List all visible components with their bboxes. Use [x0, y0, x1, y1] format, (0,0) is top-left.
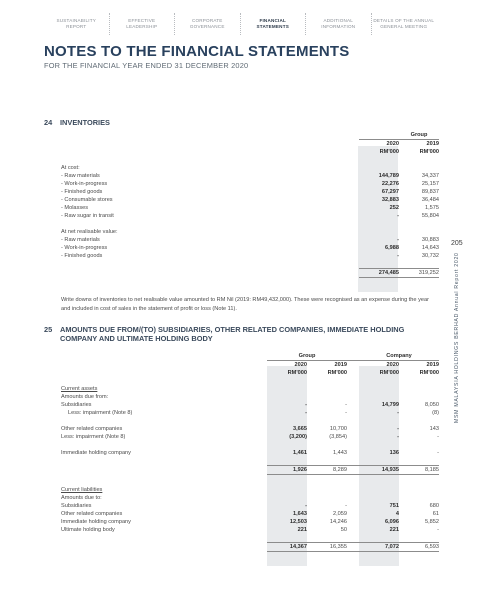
group-2019: -	[345, 410, 347, 416]
nav-label: ADDITIONAL INFORMATION	[321, 18, 356, 29]
page-number: 205	[451, 240, 463, 247]
year-header: 2019	[426, 362, 439, 368]
company-2020: 136	[389, 450, 399, 456]
table-row	[61, 188, 439, 196]
value-2019: 30,732	[421, 253, 439, 259]
note-24-paragraph: Write downs of inventories to net realisable value amounted to RM Nil (2019: RM49,432,000). These were recognised as an expense during the year and included in cost of sales in the statement of profit or loss (Note 11).	[61, 297, 429, 312]
table-row	[61, 204, 439, 212]
table-row	[61, 401, 439, 409]
company-2020: 221	[389, 527, 399, 533]
nav-effective-leadership[interactable]	[109, 13, 175, 35]
group-2020: 221	[297, 527, 307, 533]
unit-header: RM'000	[419, 149, 439, 155]
value-2020: 252	[389, 205, 399, 211]
group-2019: 50	[340, 527, 347, 533]
table-row	[61, 180, 439, 188]
related-party-balances-table	[61, 352, 439, 552]
company-2019: -	[437, 434, 439, 440]
row-label: - Consumable stores	[61, 197, 113, 203]
total-row	[61, 268, 439, 277]
group-2019: (3,854)	[329, 434, 347, 440]
value-2019: 1,575	[425, 205, 439, 211]
company-2020: 14,799	[381, 402, 399, 408]
note-title: INVENTORIES	[60, 118, 110, 127]
nav-sustainability-report[interactable]	[44, 13, 109, 35]
group-2019: 1,443	[333, 450, 347, 456]
company-2019: 143	[429, 426, 439, 432]
group-2020: -	[305, 503, 307, 509]
table-row	[61, 449, 439, 457]
company-2019: 680	[429, 503, 439, 509]
value-2020: -	[397, 213, 399, 219]
table-row	[61, 236, 439, 244]
group-2019-total: 16,355	[307, 542, 347, 551]
row-label: Other related companies	[61, 511, 123, 517]
nav-label: EFFECTIVE LEADERSHIP	[126, 18, 158, 29]
table-row	[61, 433, 439, 441]
table-row	[61, 172, 439, 180]
company-2019: 5,852	[425, 519, 439, 525]
value-2019: 30,883	[421, 237, 439, 243]
note-number: 25	[44, 325, 53, 334]
company-2019-total: 8,185	[399, 465, 439, 474]
row-label: Immediate holding company	[61, 450, 131, 456]
group-2019: -	[345, 402, 347, 408]
value-2020: 32,883	[381, 197, 399, 203]
value-2019: 89,837	[421, 189, 439, 195]
row-label: - Work-in-progress	[61, 245, 108, 251]
table-row	[61, 196, 439, 204]
total-row	[61, 465, 439, 474]
table-row	[61, 252, 439, 260]
value-2019: 55,804	[421, 213, 439, 219]
row-label: Amounts due from:	[61, 394, 109, 400]
row-label: - Finished goods	[61, 253, 103, 259]
nav-corporate-governance[interactable]	[174, 13, 240, 35]
table-row	[61, 526, 439, 534]
company-2020: 4	[395, 511, 399, 517]
group-2019: 14,246	[329, 519, 347, 525]
value-2019: 14,643	[421, 245, 439, 251]
group-2019: -	[345, 503, 347, 509]
value-2020: 144,789	[378, 173, 399, 179]
value-2020: 22,276	[381, 181, 399, 187]
unit-header: RM'000	[287, 370, 307, 376]
group-2020: 12,503	[289, 519, 307, 525]
group-2020: -	[305, 410, 307, 416]
company-2019: (8)	[432, 410, 439, 416]
value-2020: 6,988	[385, 245, 399, 251]
company-2019: 61	[432, 511, 439, 517]
group-2019: 2,059	[333, 511, 347, 517]
table-row	[61, 212, 439, 220]
row-label: - Work-in-progress	[61, 181, 108, 187]
row-label: Other related companies	[61, 426, 123, 432]
company-2020: -	[397, 434, 399, 440]
row-label: Less: impairment (Note 8)	[61, 434, 126, 440]
row-label: At cost:	[61, 165, 80, 171]
company-2019: -	[437, 450, 439, 456]
row-label: - Raw materials	[61, 237, 100, 243]
nav-financial-statements[interactable]	[240, 13, 306, 35]
row-label: Subsidiaries	[61, 402, 92, 408]
group-2019: 10,700	[329, 426, 347, 432]
nav-additional-information[interactable]	[305, 13, 371, 35]
company-2019: 8,050	[425, 402, 439, 408]
table-row	[61, 502, 439, 510]
unit-header: RM'000	[327, 370, 347, 376]
current-liabilities-label: Current liabilities	[61, 487, 103, 493]
row-label: - Raw materials	[61, 173, 100, 179]
page-title: NOTES TO THE FINANCIAL STATEMENTS	[44, 43, 350, 60]
row-label: Immediate holding company	[61, 519, 131, 525]
company-2020: -	[397, 426, 399, 432]
group-2019-total: 8,289	[307, 465, 347, 474]
total-row	[61, 542, 439, 551]
value-2020: -	[397, 253, 399, 259]
company-2020-total: 14,935	[347, 465, 399, 474]
table-row	[61, 244, 439, 252]
top-navigation	[44, 13, 436, 35]
total-2019: 319,252	[399, 268, 439, 277]
current-assets-label: Current assets	[61, 386, 98, 392]
group-2020: 3,665	[293, 426, 307, 432]
note-24-heading	[44, 118, 444, 128]
value-2019: 25,157	[421, 181, 439, 187]
inventories-table	[61, 131, 439, 278]
company-2020-total: 7,072	[347, 542, 399, 551]
row-label: At net realisable value:	[61, 229, 118, 235]
unit-header: RM'000	[419, 370, 439, 376]
unit-header: RM'000	[379, 149, 399, 155]
year-header: 2020	[386, 362, 399, 368]
nav-agm-details[interactable]	[371, 13, 437, 35]
unit-header: RM'000	[379, 370, 399, 376]
group-2020-total: 14,367	[267, 542, 307, 551]
nav-label: SUSTAINABILITY REPORT	[56, 18, 96, 29]
nav-label: FINANCIAL STATEMENTS	[256, 18, 289, 29]
nav-label: DETAILS OF THE ANNUAL GENERAL MEETING	[373, 18, 435, 29]
side-running-title: MSM MALAYSIA HOLDINGS BERHAD Annual Report 2020	[454, 252, 460, 423]
page-subtitle: FOR THE FINANCIAL YEAR ENDED 31 DECEMBER 2020	[44, 61, 249, 70]
year-header: 2020	[294, 362, 307, 368]
row-label: Amounts due to:	[61, 495, 102, 501]
company-2020: 751	[389, 503, 399, 509]
value-2019: 34,337	[421, 173, 439, 179]
row-label: - Raw sugar in transit	[61, 213, 114, 219]
company-header: Company	[347, 352, 439, 361]
group-2020: (3,200)	[289, 434, 307, 440]
group-2020-total: 1,926	[267, 465, 307, 474]
row-label: Ultimate holding body	[61, 527, 115, 533]
year-header: 2019	[334, 362, 347, 368]
group-2020: 1,643	[293, 511, 307, 517]
group-header: Group	[267, 352, 347, 361]
group-2020: -	[305, 402, 307, 408]
year-header: 2019	[426, 141, 439, 147]
table-row	[61, 518, 439, 526]
table-row	[61, 425, 439, 433]
value-2020: -	[397, 237, 399, 243]
row-label: Less: impairment (Note 8)	[68, 410, 133, 416]
company-2020: 6,096	[385, 519, 399, 525]
company-2019-total: 6,593	[399, 542, 439, 551]
table-row	[61, 510, 439, 518]
note-title: AMOUNTS DUE FROM/(TO) SUBSIDIARIES, OTHER RELATED COMPANIES, IMMEDIATE HOLDING COMPANY AND ULTIMATE HOLDING BODY	[60, 325, 405, 343]
total-2020: 274,485	[359, 268, 399, 277]
year-header: 2020	[386, 141, 399, 147]
company-2020: -	[397, 410, 399, 416]
value-2020: 67,297	[381, 189, 399, 195]
row-label: Subsidiaries	[61, 503, 92, 509]
note-25-heading	[44, 325, 439, 345]
row-label: - Finished goods	[61, 189, 103, 195]
row-label: - Molasses	[61, 205, 89, 211]
group-header: Group	[359, 131, 439, 140]
company-2019: -	[437, 527, 439, 533]
nav-label: CORPORATE GOVERNANCE	[189, 18, 225, 29]
value-2019: 36,484	[421, 197, 439, 203]
note-number: 24	[44, 118, 53, 127]
table-row	[61, 409, 439, 417]
group-2020: 1,461	[293, 450, 307, 456]
